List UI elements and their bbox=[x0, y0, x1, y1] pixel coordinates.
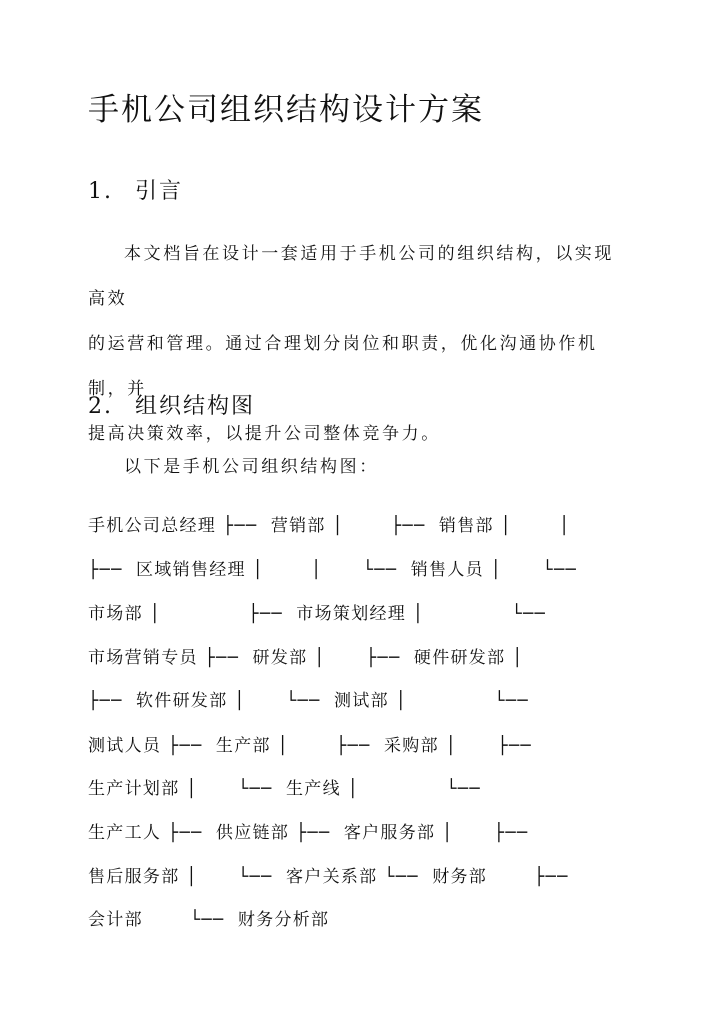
section-number: 1. bbox=[88, 179, 113, 204]
paragraph-line: 提高决策效率，以提升公司整体竞争力。 bbox=[88, 424, 441, 444]
document-title: 手机公司组织结构设计方案 bbox=[88, 92, 484, 128]
paragraph-line: 本文档旨在设计一套适用于手机公司的组织结构，以实现高效 bbox=[88, 244, 614, 309]
org-chart-line: 生产计划部 │ └── 生产线 │ └── bbox=[88, 779, 481, 799]
org-chart-intro bbox=[88, 445, 633, 490]
section-number: 2. bbox=[88, 394, 113, 419]
paragraph-line: 的运营和管理。通过合理划分岗位和职责，优化沟通协作机制，并 bbox=[88, 334, 598, 399]
section-title: 引言 bbox=[135, 179, 184, 204]
org-chart-line: 市场部 │ ├── 市场策划经理 │ └── bbox=[88, 604, 547, 624]
org-chart-line: 测试人员 ├── 生产部 │ ├── 采购部 │ ├── bbox=[88, 736, 532, 756]
introduction-paragraph bbox=[88, 232, 633, 457]
org-chart-line: ├── 区域销售经理 │ │ └── 销售人员 │ └── bbox=[88, 560, 578, 580]
org-chart-line: 生产工人 ├── 供应链部 ├── 客户服务部 │ ├── bbox=[88, 823, 529, 843]
section-heading-introduction bbox=[88, 174, 183, 205]
org-chart-line: 会计部 └── 财务分析部 bbox=[88, 910, 330, 930]
org-chart-line: 手机公司总经理 ├── 营销部 │ ├── 销售部 │ │ bbox=[88, 516, 571, 536]
intro-line: 以下是手机公司组织结构图： bbox=[124, 457, 379, 477]
org-chart-line: 售后服务部 │ └── 客户关系部 └── 财务部 ├── bbox=[88, 867, 569, 887]
org-chart-line: 市场营销专员 ├── 研发部 │ ├── 硬件研发部 │ bbox=[88, 648, 524, 668]
org-chart-line: ├── 软件研发部 │ └── 测试部 │ └── bbox=[88, 691, 529, 711]
section-heading-org-chart bbox=[88, 389, 255, 420]
section-title: 组织结构图 bbox=[135, 394, 256, 419]
